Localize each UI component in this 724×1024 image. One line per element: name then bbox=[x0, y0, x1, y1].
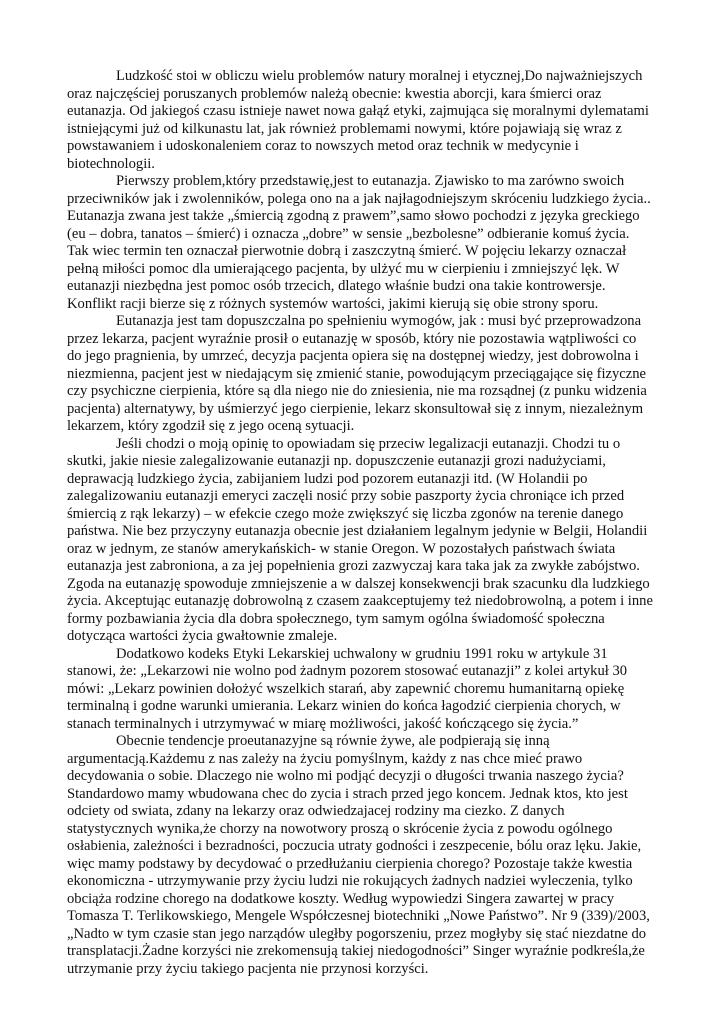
paragraph-5: Dodatkowo kodeks Etyki Lekarskiej uchwalony w grudniu 1991 roku w artykule 31 stanowi, że: „Lekarzowi nie wolno pod żadnym pozorem stosować eutanazji” z kolei artykuł 30 mówi: „Lekarz powinien dołożyć wszelkich starań, aby zapewnić choremu humanitarną opiekę terminalną i godne warunki umierania. Lekarz winien do końca łagodzić cierpienia chorych, w stanach terminalnych i utrzymywać w miarę możliwości, jakość kończącego się życia.” bbox=[67, 645, 628, 732]
paragraph-2: Pierwszy problem,który przedstawię,jest to eutanazja. Zjawisko to ma zarówno swoich przeciwników jak i zwolenników, polega ono na a jak najłagodniejszym skróceniu ludzkiego życia.. Eutanazja zwana jest także „śmiercią zgodną z prawem”,samo słowo pochodzi z języka greckiego (eu – dobra, tanatos – śmierć) i oznacza „dobre” w sensie „bezbolesne” odbieranie komuś życia. Tak wiec termin ten oznaczał pierwotnie dobrą i zaszczytną śmierć. W pojęciu lekarzy oznaczał pełną miłości pomoc dla umierającego pacjenta, by ulżyć mu w cierpieniu i zmniejszyć lęk. W eutanazji niezbędna jest pomoc osób trzecich, dlatego właśnie budzi ona takie kontrowersje. Konflikt racji bierze się z różnych systemów wartości, jakimi kierują się obie strony sporu. bbox=[67, 173, 651, 312]
document-body bbox=[67, 68, 667, 978]
paragraph-1: Ludzkość stoi w obliczu wielu problemów natury moralnej i etycznej,Do najważniejszych oraz najczęściej poruszanych problemów należą obecnie: kwestia aborcji, kara śmierci oraz eutanazja. Od jakiegoś czasu istnieje nawet nowa gałąź etyki, zajmująca się moralnymi dylematami istniejącymi już od kilkunastu lat, jak również problemami nowymi, które pojawiają się wraz z powstawaniem i udoskonaleniem coraz to nowszych metod oraz technik w medycynie i biotechnologii. bbox=[67, 68, 649, 172]
paragraph-6: Obecnie tendencje proeutanazyjne są równie żywe, ale podpierają się inną argumentacją.Każdemu z nas zależy na życiu pomyślnym, każdy z nas chce mieć prawo decydowania o sobie. Dlaczego nie wolno mi podjąć decyzji o długości trwania naszego życia? Standardowo mamy wbudowana chec do zycia i strach przed jego koncem. Jednak ktos, kto jest odciety od swiata, zdany na lekarzy oraz odwiedzajacej rodziny ma ciezko. Z danych statystycznych wynika,że chorzy na nowotwory proszą o skrócenie życia z powodu ogólnego osłabienia, zależności i bezradności, poczucia utraty godności i zeszpecenie, bólu oraz lęku. Jakie, więc mamy podstawy by decydować o przedłużaniu cierpienia chorego? Pozostaje także kwestia ekonomiczna - utrzymywanie przy życiu ludzi nie rokujących żadnych nadziei wyleczenia, tylko obciąża rodzine chorego na dodatkowe koszty. Według wypowiedzi Singera zawartej w pracy Tomasza T. Terlikowskiego, Mengele Współczesnej biotechniki „Nowe Państwo”. Nr 9 (339)/2003, „Nadto w tym czasie stan jego narządów uległby pogorszeniu, przez mogłyby się stać niezdatne do transplatacji.Żadne korzyści nie zrekomensują takiej niedogodności” Singer wyraźnie podkreśla,że utrzymanie przy życiu takiego pacjenta nie przynosi korzyści. bbox=[67, 733, 650, 977]
paragraph-3: Eutanazja jest tam dopuszczalna po spełnieniu wymogów, jak : musi być przeprowadzona przez lekarza, pacjent wyraźnie prosił o eutanazję w sposób, który nie pozostawia wątpliwości co do jego pragnienia, by umrzeć, decyzja pacjenta opiera się na dostępnej wiedzy, jest dobrowolna i niezmienna, pacjent jest w niedającym się zmienić stanie, powodującym przeciągające się fizyczne czy psychiczne cierpienia, które są dla niego nie do zniesienia, nie ma rozsądnej (z punku widzenia pacjenta) alternatywy, by uśmierzyć jego cierpienie, lekarz skonsultował się z innym, niezależnym lekarzem, który zgodził się z jego oceną sytuacji. bbox=[67, 313, 647, 434]
paragraph-4: Jeśli chodzi o moją opinię to opowiadam się przeciw legalizacji eutanazji. Chodzi tu o skutki, jakie niesie zalegalizowanie eutanazji np. dopuszczenie eutanazji grozi nadużyciami, deprawacją ludzkiego życia, zabijaniem ludzi pod pozorem eutanazji itd. (W Holandii po zalegalizowaniu eutanazji emeryci zaczęli nosić przy sobie paszporty życia chroniące ich przed śmiercią z rąk lekarzy) – w efekcie czego może zwiększyć się liczba zgonów na terenie danego państwa. Nie bez przyczyny eutanazja obecnie jest działaniem legalnym jedynie w Belgii, Holandii oraz w jednym, ze stanów amerykańskich- w stanie Oregon. W pozostałych państwach świata eutanazja jest zabroniona, a za jej popełnienia grozi zazwyczaj kara taka jak za zwykłe zabójstwo. Zgoda na eutanazję spowoduje zmniejszenie a w dalszej konsekwencji brak szacunku dla ludzkiego życia. Akceptując eutanazję dobrowolną z czasem zaakceptujemy też niedobrowolną, a potem i inne formy pozbawiania życia dla dobra społecznego, tym samym ogólna świadomość społeczna dotycząca wartości życia gwałtownie zmaleje. bbox=[67, 435, 653, 644]
